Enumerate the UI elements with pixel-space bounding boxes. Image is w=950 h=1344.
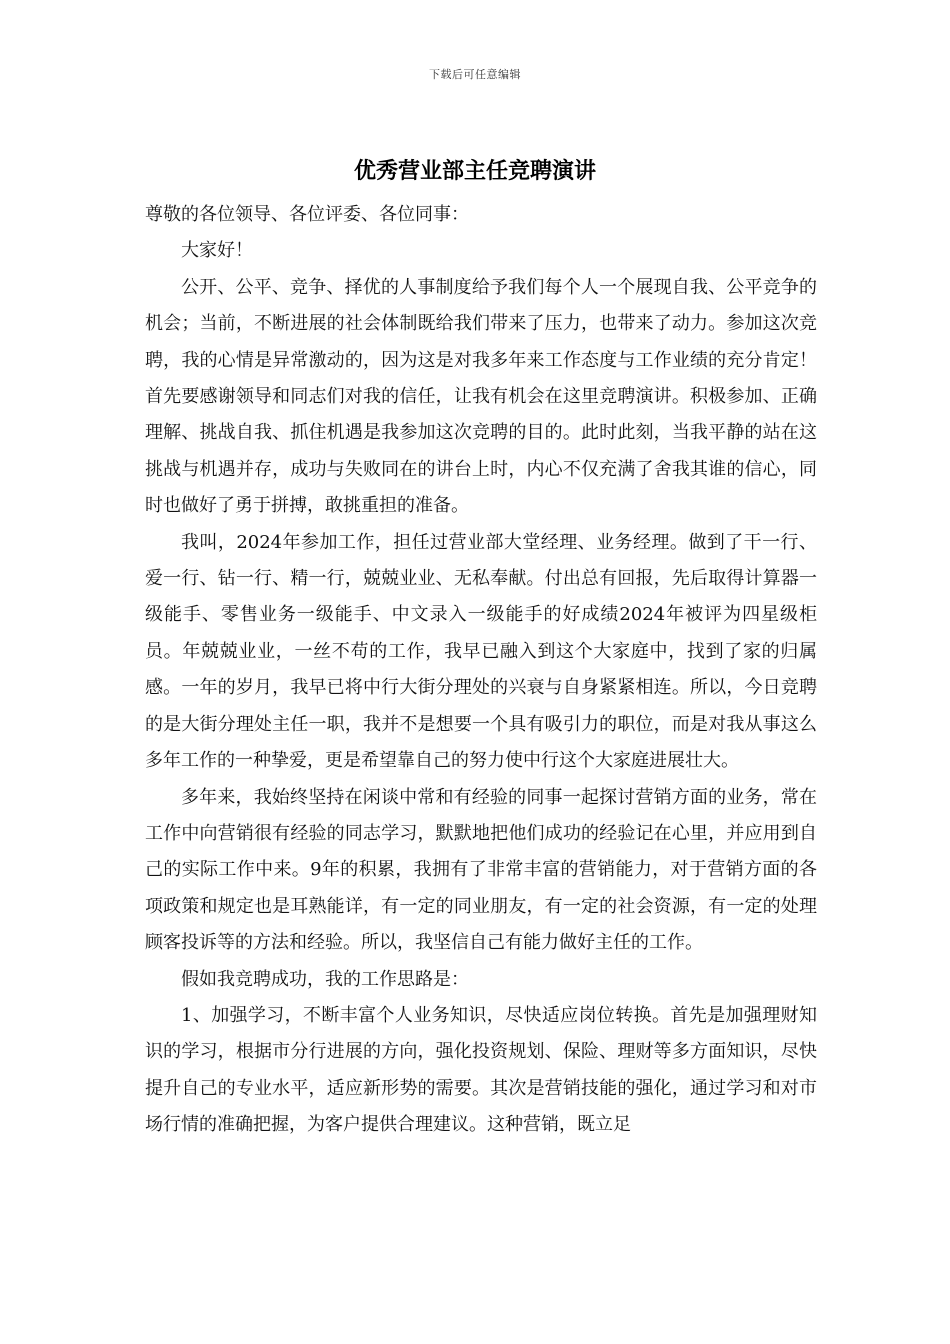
body-paragraph: 1、加强学习，不断丰富个人业务知识，尽快适应岗位转换。首先是加强理财知识的学习，根据市分行进展的方向，强化投资规划、保险、理财等多方面知识，尽快提升自己的专业水平，适应新形势的需要。其次是营销技能的强化，通过学习和对市场行情的准确把握，为客户提供合理建议。这种营销，既立足	[145, 1004, 817, 1136]
body-paragraph: 假如我竞聘成功，我的工作思路是：	[181, 968, 469, 990]
document-body	[145, 197, 817, 1144]
greeting-paragraph: 大家好！	[181, 240, 253, 262]
body-paragraph: 多年来，我始终坚持在闲谈中常和有经验的同事一起探讨营销方面的业务，常在工作中向营销很有经验的同志学习，默默地把他们成功的经验记在心里，并应用到自己的实际工作中来。9年的积累，我拥有了非常丰富的营销能力，对于营销方面的各项政策和规定也是耳熟能详，有一定的同业朋友，有一定的社会资源，有一定的处理顾客投诉等的方法和经验。所以，我坚信自己有能力做好主任的工作。	[145, 786, 817, 954]
header-note: 下载后可任意编辑	[429, 68, 521, 81]
body-paragraph: 我叫，2024年参加工作，担任过营业部大堂经理、业务经理。做到了干一行、爱一行、钻一行、精一行，兢兢业业、无私奉献。付出总有回报，先后取得计算器一级能手、零售业务一级能手、中文录入一级能手的好成绩2024年被评为四星级柜员。年兢兢业业，一丝不苟的工作，我早已融入到这个大家庭中，找到了家的归属感。一年的岁月，我早已将中行大街分理处的兴衰与自身紧紧相连。所以，今日竞聘的是大街分理处主任一职，我并不是想要一个具有吸引力的职位，而是对我从事这么多年工作的一种挚爱，更是希望靠自己的努力使中行这个大家庭进展壮大。	[145, 531, 817, 772]
document-title: 优秀营业部主任竞聘演讲	[353, 158, 596, 184]
salutation-paragraph: 尊敬的各位领导、各位评委、各位同事：	[145, 204, 469, 225]
body-paragraph: 公开、公平、竞争、择优的人事制度给予我们每个人一个展现自我、公平竞争的机会；当前，不断进展的社会体制既给我们带来了压力，也带来了动力。参加这次竞聘，我的心情是异常激动的，因为这是对我多年来工作态度与工作业绩的充分肯定！首先要感谢领导和同志们对我的信任，让我有机会在这里竞聘演讲。积极参加、正确理解、挑战自我、抓住机遇是我参加这次竞聘的目的。此时此刻，当我平静的站在这挑战与机遇并存，成功与失败同在的讲台上时，内心不仅充满了舍我其谁的信心，同时也做好了勇于拼搏，敢挑重担的准备。	[145, 276, 817, 517]
